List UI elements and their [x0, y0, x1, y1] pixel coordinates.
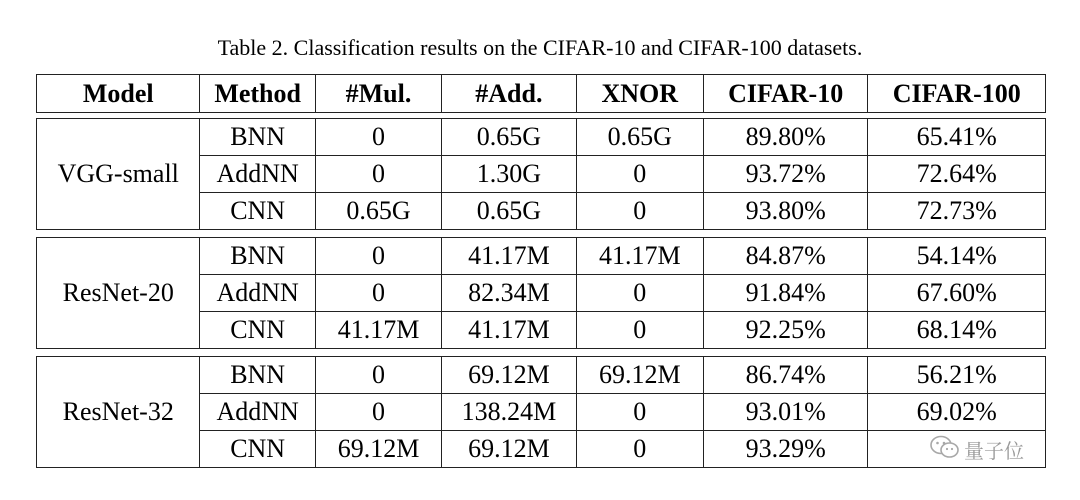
method-cell: BNN: [200, 119, 315, 156]
model-cell: ResNet-32: [37, 357, 200, 468]
watermark-text: 量子位: [964, 439, 1024, 463]
add-cell: 69.12M: [442, 431, 576, 468]
method-cell: AddNN: [200, 156, 315, 193]
mul-cell: 41.17M: [315, 312, 441, 349]
model-cell: ResNet-20: [37, 238, 200, 349]
method-cell: CNN: [200, 312, 315, 349]
header-xnor: XNOR: [576, 75, 703, 113]
xnor-cell: 0: [576, 431, 703, 468]
header-row: [37, 75, 1046, 113]
method-cell: AddNN: [200, 275, 315, 312]
add-cell: 82.34M: [442, 275, 576, 312]
xnor-cell: 0: [576, 275, 703, 312]
add-cell: 138.24M: [442, 394, 576, 431]
xnor-cell: 41.17M: [576, 238, 703, 275]
header-add: #Add.: [442, 75, 576, 113]
xnor-cell: 0: [576, 394, 703, 431]
watermark: [930, 434, 1024, 465]
add-cell: 1.30G: [442, 156, 576, 193]
cifar10-cell: 89.80%: [703, 119, 867, 156]
cifar100-cell: 68.14%: [868, 312, 1046, 349]
xnor-cell: 0: [576, 312, 703, 349]
table-row: [37, 357, 1046, 394]
cifar100-cell: 65.41%: [868, 119, 1046, 156]
model-group-vgg-small: [36, 118, 1046, 230]
cifar10-cell: 91.84%: [703, 275, 867, 312]
cifar10-cell: 93.29%: [703, 431, 867, 468]
method-cell: BNN: [200, 238, 315, 275]
cifar100-cell: 54.14%: [868, 238, 1046, 275]
cifar10-cell: 93.80%: [703, 193, 867, 230]
cifar10-cell: 84.87%: [703, 238, 867, 275]
model-group-resnet-32: [36, 356, 1046, 468]
method-cell: AddNN: [200, 394, 315, 431]
add-cell: 41.17M: [442, 238, 576, 275]
xnor-cell: 69.12M: [576, 357, 703, 394]
xnor-cell: 0.65G: [576, 119, 703, 156]
header-cifar10: CIFAR-10: [703, 75, 867, 113]
header-mul: #Mul.: [315, 75, 441, 113]
table-row: [37, 238, 1046, 275]
method-cell: CNN: [200, 193, 315, 230]
mul-cell: 0: [315, 119, 441, 156]
add-cell: 41.17M: [442, 312, 576, 349]
model-cell: VGG-small: [37, 119, 200, 230]
cifar10-cell: 86.74%: [703, 357, 867, 394]
header-method: Method: [200, 75, 315, 113]
cifar100-cell: 56.21%: [868, 357, 1046, 394]
cifar10-cell: 92.25%: [703, 312, 867, 349]
cifar100-cell: 72.73%: [868, 193, 1046, 230]
table-caption: Table 2. Classification results on the CIFAR-10 and CIFAR-100 datasets.: [217, 35, 863, 60]
method-cell: CNN: [200, 431, 315, 468]
mul-cell: 69.12M: [315, 431, 441, 468]
model-group-resnet-20: [36, 237, 1046, 349]
add-cell: 0.65G: [442, 119, 576, 156]
mul-cell: 0: [315, 394, 441, 431]
wechat-icon: [930, 434, 964, 465]
header-model: Model: [37, 75, 200, 113]
table-row: [37, 119, 1046, 156]
mul-cell: 0: [315, 156, 441, 193]
cifar100-cell: 67.60%: [868, 275, 1046, 312]
results-table-header: [36, 74, 1046, 113]
header-cifar100: CIFAR-100: [868, 75, 1046, 113]
mul-cell: 0: [315, 238, 441, 275]
xnor-cell: 0: [576, 193, 703, 230]
add-cell: 69.12M: [442, 357, 576, 394]
cifar100-cell: 72.64%: [868, 156, 1046, 193]
cifar100-cell: 69.02%: [868, 394, 1046, 431]
mul-cell: 0.65G: [315, 193, 441, 230]
add-cell: 0.65G: [442, 193, 576, 230]
cifar10-cell: 93.01%: [703, 394, 867, 431]
cifar10-cell: 93.72%: [703, 156, 867, 193]
mul-cell: 0: [315, 357, 441, 394]
method-cell: BNN: [200, 357, 315, 394]
mul-cell: 0: [315, 275, 441, 312]
xnor-cell: 0: [576, 156, 703, 193]
